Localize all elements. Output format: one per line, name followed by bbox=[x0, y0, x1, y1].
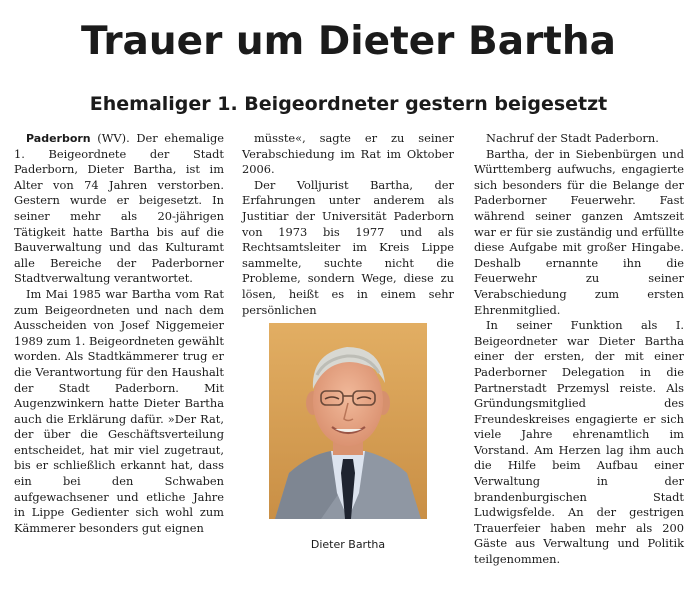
portrait-photo bbox=[269, 323, 427, 519]
article-subheadline: Ehemaliger 1. Beigeordneter gestern beigesetzt bbox=[89, 93, 608, 115]
paragraph: Im Mai 1985 war Bartha vom Rat zum Beigeordneten und nach dem Ausscheiden von Josef Niggemeier 1989 zum 1. Beigeordneten gewählt worden. Als Stadtkämmerer trug er die Verantwortung für den Haushalt der Stadt Paderborn. Mit Augenzwinkern hatte Dieter Bartha auch die Erklärung dafür. »Der Rat, der über die Geschäftsverteilung entscheidet, hat mir viel zugetraut, bis er schließlich erkannt hat, dass ein bei den Schwaben aufgewachsener und etliche Jahre in Lippe Gedienter sich wohl zum Kämmerer besonders gut eignen bbox=[14, 286, 224, 535]
paragraph: Der Volljurist Bartha, der Erfahrungen unter anderem als Justitiar der Universität Paderborn von 1973 bis 1977 und als Rechtsamtsleiter im Kreis Lippe sammelte, suchte nicht die Probleme, sondern Wege, diese zu lösen, heißt es in einem sehr persönlichen bbox=[242, 177, 454, 317]
article-column-2 bbox=[242, 131, 454, 318]
article-column-1 bbox=[14, 131, 224, 536]
photo-caption: Dieter Bartha bbox=[310, 538, 386, 551]
paragraph: müsste«, sagte er zu seiner Verabschiedung im Rat im Oktober 2006. bbox=[242, 131, 454, 177]
article-headline: Trauer um Dieter Bartha bbox=[81, 19, 616, 64]
paragraph: Bartha, der in Siebenbürgen und Württemberg aufwuchs, engagierte sich besonders für die Belange der Paderborner Feuerwehr. Fast während seiner ganzen Amtszeit war er für sie zuständig und erfüllte diese Aufgabe mit großer Hingabe. Deshalb ernannte ihn die Feuerwehr zu seiner Verabschiedung zum ersten Ehrenmitglied. bbox=[474, 146, 684, 317]
paragraph: In seiner Funktion als I. Beigeordneter war Dieter Bartha einer der ersten, der mit einer Paderborner Delegation in die Partnerstadt Przemysl reiste. Als Gründungsmitglied des Freundeskreises engagierte er sich viele Jahre ehrenamtlich im Vorstand. Am Herzen lag ihm auch die Hilfe beim Aufbau einer Verwaltung in der brandenburgischen Stadt Ludwigsfelde. An der gestrigen Trauerfeier haben mehr als 200 Gäste aus Verwaltung und Politik teilgenommen. bbox=[474, 318, 684, 567]
portrait-illustration bbox=[269, 323, 427, 519]
article-column-3 bbox=[474, 131, 684, 568]
dateline: Paderborn bbox=[26, 132, 91, 145]
paragraph-text: (WV). Der ehemalige 1. Beigeordnete der Stadt Paderborn, Dieter Bartha, ist im Alter von 74 Jahren verstorben. Gestern wurde er beigesetzt. In seiner mehr als 20-jährigen Tätigkeit hatte Bartha bis auf die Bauverwaltung und das Kulturamt alle Bereiche der Paderborner Stadtverwaltung verantwortet. bbox=[14, 131, 224, 286]
paragraph: Nachruf der Stadt Paderborn. bbox=[486, 131, 659, 145]
paragraph bbox=[14, 131, 224, 287]
